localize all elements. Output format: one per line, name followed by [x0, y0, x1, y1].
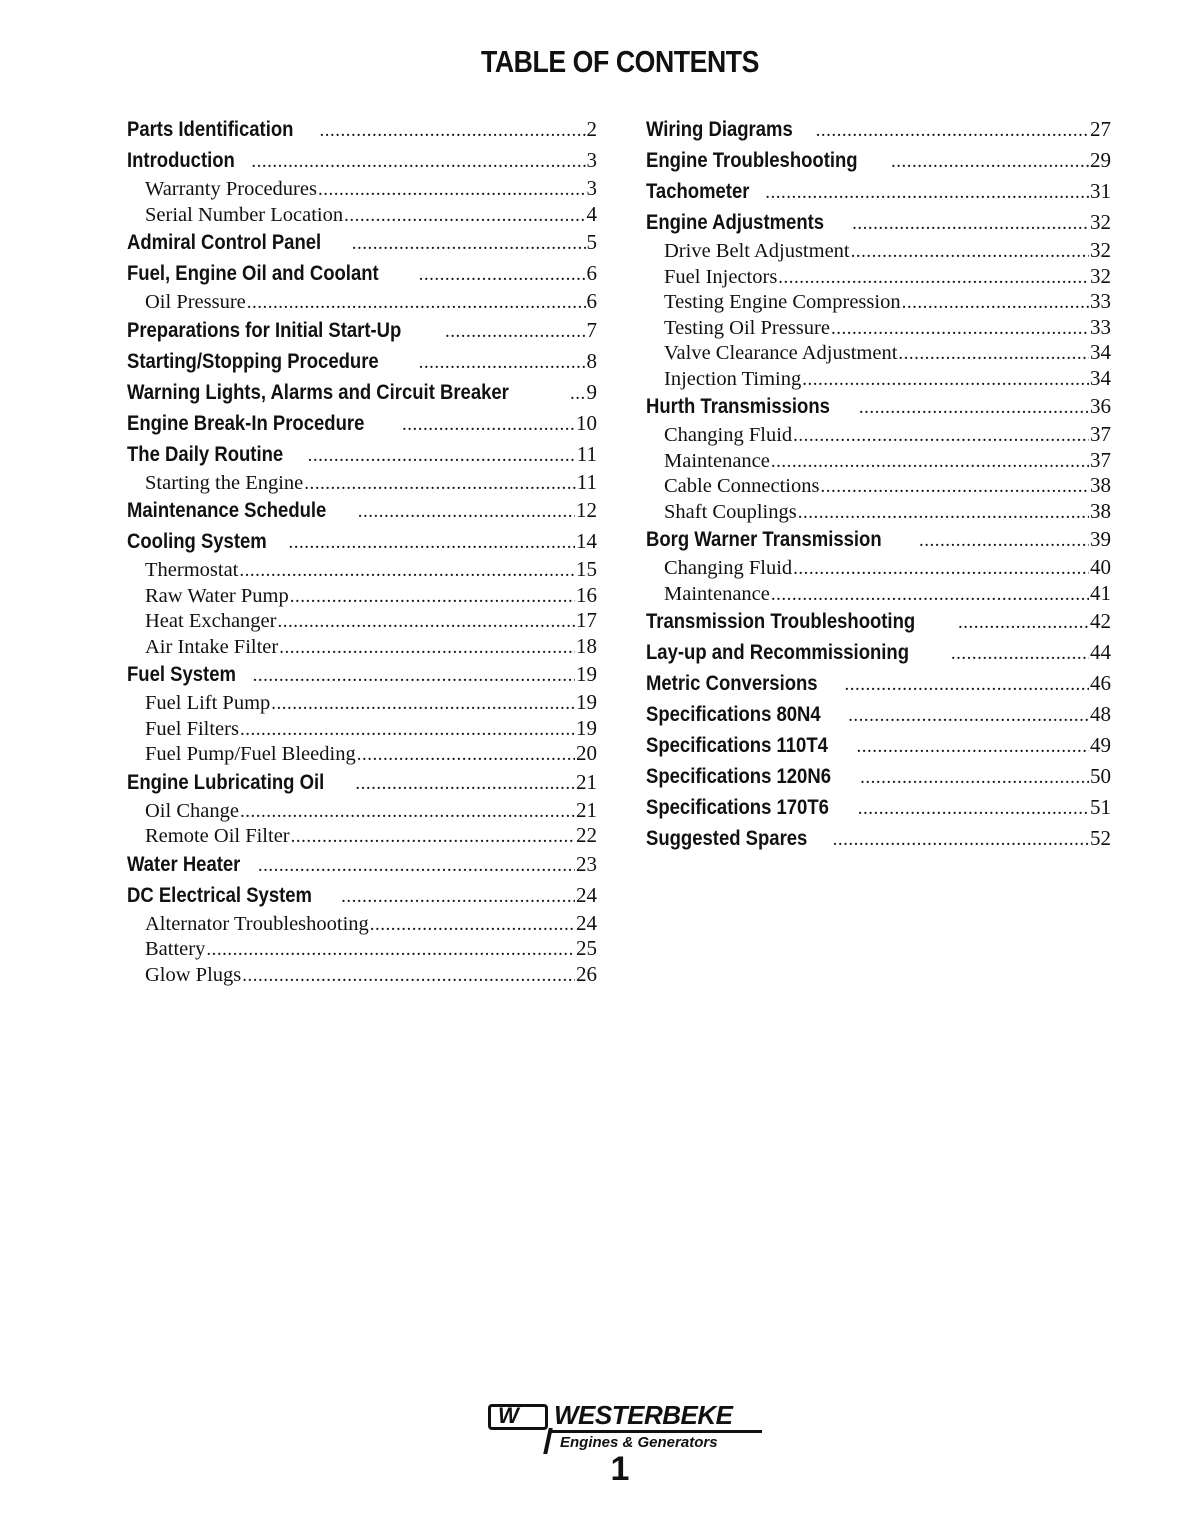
toc-section-entry[interactable]	[127, 377, 597, 408]
dot-leader	[355, 768, 575, 798]
dot-leader	[765, 177, 1089, 207]
toc-entry-label: Changing Fluid	[664, 557, 793, 579]
toc-entry-page-number: 32	[1090, 238, 1111, 262]
dot-leader	[859, 392, 1089, 422]
toc-entry-label: Starting the Engine	[145, 471, 304, 494]
toc-entry-page-number: 49	[1090, 733, 1111, 757]
dot-leader	[271, 691, 575, 716]
dot-leader	[239, 558, 575, 583]
toc-subsection-entry[interactable]	[646, 448, 1111, 474]
toc-entry-label: Testing Oil Pressure	[664, 316, 830, 339]
toc-subsection-entry[interactable]	[646, 499, 1111, 525]
toc-section-entry[interactable]	[127, 227, 597, 258]
toc-section-entry[interactable]	[127, 767, 597, 798]
dot-leader	[288, 527, 575, 557]
dot-leader	[258, 850, 575, 880]
toc-entry-label: Cable Connections	[664, 475, 820, 497]
dot-leader	[242, 963, 575, 988]
dot-leader	[802, 367, 1089, 392]
dot-leader	[240, 799, 575, 824]
toc-entry-page-number: 32	[1090, 210, 1111, 234]
dot-leader	[833, 824, 1089, 854]
toc-entry-page-number: 23	[576, 851, 597, 876]
logo-mark-letter: W	[498, 1403, 516, 1428]
dot-leader	[951, 638, 1089, 668]
dot-leader	[919, 525, 1089, 555]
toc-entry-label: Alternator Troubleshooting	[145, 912, 369, 935]
toc-section-entry[interactable]	[646, 391, 1111, 422]
toc-entry-page-number: 9	[586, 379, 597, 404]
toc-section-entry[interactable]	[127, 849, 597, 880]
toc-entry-page-number: 20	[576, 741, 597, 765]
toc-entry-label: Wiring Diagrams	[646, 117, 793, 141]
dot-leader	[291, 824, 575, 849]
dot-leader	[352, 228, 586, 258]
toc-entry-page-number: 6	[586, 289, 597, 313]
toc-entry-label: Fuel Lift Pump	[145, 692, 271, 714]
dot-leader	[793, 423, 1089, 448]
toc-entry-label: Oil Change	[145, 799, 239, 822]
toc-section-entry[interactable]	[127, 145, 597, 176]
toc-entry-page-number: 33	[1090, 289, 1111, 313]
toc-section-entry[interactable]	[127, 526, 597, 557]
toc-entry-page-number: 8	[586, 348, 597, 373]
toc-entry-page-number: 27	[1090, 117, 1111, 141]
dot-leader	[358, 496, 575, 526]
dot-leader	[831, 316, 1089, 341]
dot-leader	[898, 341, 1089, 366]
toc-entry-label: Raw Water Pump	[145, 584, 289, 607]
toc-section-entry[interactable]	[127, 880, 597, 911]
toc-entry-page-number: 6	[586, 261, 597, 285]
toc-entry-page-number: 19	[576, 690, 597, 714]
dot-leader	[341, 881, 575, 911]
toc-section-entry[interactable]	[646, 176, 1111, 207]
logo-mark	[488, 1404, 548, 1430]
toc-entry-label: Heat Exchanger	[145, 610, 277, 632]
toc-entry-label: Changing Fluid	[664, 424, 793, 446]
toc-subsection-entry[interactable]	[646, 422, 1111, 448]
toc-subsection-entry[interactable]	[646, 340, 1111, 366]
toc-entry-label: Engine Lubricating Oil	[127, 769, 325, 794]
toc-entry-page-number: 3	[586, 176, 597, 200]
dot-leader	[858, 793, 1089, 823]
dot-leader	[370, 912, 575, 937]
toc-entry-page-number: 15	[576, 557, 597, 581]
toc-entry-page-number: 52	[1090, 826, 1111, 850]
toc-entry-label: Lay-up and Recommissioning	[646, 640, 910, 664]
toc-entry-page-number: 37	[1090, 447, 1111, 472]
toc-section-entry[interactable]	[646, 823, 1111, 854]
toc-entry-label: Borg Warner Transmission	[646, 527, 882, 551]
dot-leader	[240, 717, 575, 742]
toc-section-entry[interactable]	[127, 346, 597, 377]
toc-entry-page-number: 50	[1090, 764, 1111, 788]
toc-subsection-entry[interactable]	[646, 581, 1111, 607]
toc-entry-label: Transmission Troubleshooting	[646, 609, 916, 633]
toc-entry-page-number: 44	[1090, 640, 1111, 664]
toc-entry-label: Fuel Pump/Fuel Bleeding	[145, 743, 356, 765]
toc-subsection-entry[interactable]	[646, 366, 1111, 392]
toc-subsection-entry[interactable]	[127, 176, 597, 202]
toc-entry-label: Admiral Control Panel	[127, 230, 322, 254]
toc-entry-page-number: 33	[1090, 314, 1111, 339]
toc-entry-page-number: 22	[576, 823, 597, 847]
dot-leader	[318, 177, 586, 202]
toc-entry-page-number: 2	[586, 117, 597, 141]
toc-left-column	[127, 114, 597, 987]
dot-leader	[820, 474, 1089, 499]
toc-entry-page-number: 31	[1090, 179, 1111, 203]
toc-entry-page-number: 51	[1090, 795, 1111, 819]
toc-entry-page-number: 32	[1090, 263, 1111, 288]
toc-entry-page-number: 26	[576, 961, 597, 986]
dot-leader	[445, 316, 586, 346]
toc-subsection-entry[interactable]	[127, 634, 597, 660]
toc-entry-label: Glow Plugs	[145, 963, 242, 986]
toc-right-column	[646, 114, 1111, 854]
dot-leader	[290, 584, 575, 609]
toc-subsection-entry[interactable]	[127, 557, 597, 583]
toc-entry-page-number: 37	[1090, 422, 1111, 446]
dot-leader	[570, 378, 585, 408]
dot-leader	[778, 265, 1089, 290]
dot-leader	[247, 290, 586, 315]
toc-entry-page-number: 36	[1090, 394, 1111, 418]
toc-section-entry[interactable]	[127, 495, 597, 526]
toc-subsection-entry[interactable]	[646, 315, 1111, 341]
toc-entry-page-number: 10	[576, 410, 597, 435]
toc-subsection-entry[interactable]	[646, 555, 1111, 581]
dot-leader	[304, 471, 575, 496]
toc-section-entry[interactable]	[646, 730, 1111, 761]
toc-entry-page-number: 14	[576, 529, 597, 553]
toc-entry-label: Remote Oil Filter	[145, 825, 290, 847]
toc-entry-page-number: 38	[1090, 498, 1111, 523]
toc-entry-label: Engine Adjustments	[646, 210, 825, 234]
toc-entry-label: Introduction	[127, 148, 235, 172]
toc-subsection-entry[interactable]	[646, 473, 1111, 499]
toc-section-entry[interactable]	[646, 606, 1111, 637]
toc-subsection-entry[interactable]	[127, 741, 597, 767]
toc-entry-label: Metric Conversions	[646, 671, 818, 695]
dot-leader	[860, 762, 1089, 792]
toc-entry-label: Hurth Transmissions	[646, 394, 830, 418]
toc-section-entry[interactable]	[127, 258, 597, 289]
dot-leader	[958, 607, 1089, 637]
toc-entry-label: Drive Belt Adjustment	[664, 240, 850, 262]
toc-section-entry[interactable]	[646, 761, 1111, 792]
dot-leader	[848, 700, 1089, 730]
toc-entry-page-number: 46	[1090, 671, 1111, 695]
dot-leader	[793, 556, 1089, 581]
toc-entry-label: Engine Troubleshooting	[646, 148, 858, 172]
toc-entry-label: Fuel Injectors	[664, 265, 778, 288]
toc-subsection-entry[interactable]	[127, 289, 597, 315]
toc-entry-label: Warning Lights, Alarms and Circuit Breaker	[127, 379, 509, 404]
toc-entry-label: Engine Break-In Procedure	[127, 410, 365, 435]
toc-entry-label: Maintenance	[664, 582, 770, 605]
toc-section-entry[interactable]	[646, 145, 1111, 176]
toc-entry-page-number: 38	[1090, 473, 1111, 497]
toc-subsection-entry[interactable]	[127, 798, 597, 824]
toc-entry-page-number: 25	[576, 936, 597, 960]
logo-brand-name: WESTERBEKE	[554, 1400, 733, 1430]
toc-entry-label: Suggested Spares	[646, 826, 808, 850]
toc-entry-label: The Daily Routine	[127, 441, 284, 466]
toc-entry-page-number: 29	[1090, 148, 1111, 172]
toc-section-entry[interactable]	[646, 668, 1111, 699]
dot-leader	[798, 500, 1089, 525]
toc-entry-page-number: 21	[576, 769, 597, 794]
toc-subsection-entry[interactable]	[127, 470, 597, 496]
page-number: 1	[610, 1450, 630, 1488]
toc-entry-page-number: 11	[576, 469, 597, 494]
toc-subsection-entry[interactable]	[127, 690, 597, 716]
toc-entry-page-number: 16	[576, 582, 597, 607]
toc-entry-label: Maintenance	[664, 449, 770, 472]
toc-entry-page-number: 19	[576, 662, 597, 686]
toc-entry-page-number: 18	[576, 633, 597, 658]
toc-entry-label: Warranty Procedures	[145, 178, 317, 200]
toc-entry-page-number: 48	[1090, 702, 1111, 726]
toc-subsection-entry[interactable]	[127, 716, 597, 742]
toc-entry-label: Fuel, Engine Oil and Coolant	[127, 261, 379, 285]
toc-entry-label: Thermostat	[145, 559, 239, 581]
dot-leader	[320, 115, 586, 145]
toc-entry-page-number: 3	[586, 148, 597, 172]
logo-tagline: Engines & Generators	[560, 1434, 718, 1451]
toc-entry-label: Maintenance Schedule	[127, 498, 327, 522]
dot-leader	[357, 742, 575, 767]
toc-entry-label: Tachometer	[646, 179, 750, 203]
toc-subsection-entry[interactable]	[127, 962, 597, 988]
dot-leader	[308, 440, 576, 470]
dot-leader	[771, 582, 1089, 607]
dot-leader	[402, 409, 575, 439]
dot-leader	[857, 731, 1089, 761]
toc-entry-page-number: 21	[576, 797, 597, 822]
toc-entry-page-number: 34	[1090, 340, 1111, 364]
toc-entry-label: Preparations for Initial Start-Up	[127, 317, 402, 342]
dot-leader	[891, 146, 1089, 176]
toc-entry-label: Specifications 110T4	[646, 733, 828, 757]
toc-entry-label: Specifications 170T6	[646, 795, 829, 819]
dot-leader	[771, 449, 1089, 474]
toc-section-entry[interactable]	[127, 408, 597, 439]
toc-section-entry[interactable]	[646, 637, 1111, 668]
logo-underline	[550, 1430, 762, 1433]
toc-entry-page-number: 12	[576, 498, 597, 522]
dot-leader	[253, 660, 575, 690]
toc-section-entry[interactable]	[646, 207, 1111, 238]
toc-entry-label: DC Electrical System	[127, 882, 312, 907]
toc-entry-label: Testing Engine Compression	[664, 291, 901, 313]
toc-entry-page-number: 19	[576, 715, 597, 740]
toc-subsection-entry[interactable]	[127, 823, 597, 849]
toc-entry-label: Starting/Stopping Procedure	[127, 348, 379, 373]
toc-section-entry[interactable]	[646, 792, 1111, 823]
toc-entry-label: Specifications 120N6	[646, 764, 831, 788]
toc-entry-page-number: 39	[1090, 527, 1111, 551]
toc-entry-page-number: 7	[586, 317, 597, 342]
page-title: TABLE OF CONTENTS	[480, 44, 760, 79]
toc-entry-label: Injection Timing	[664, 367, 802, 390]
toc-subsection-entry[interactable]	[127, 583, 597, 609]
toc-entry-page-number: 34	[1090, 365, 1111, 390]
toc-entry-page-number: 5	[586, 230, 597, 254]
dot-leader	[902, 290, 1089, 315]
toc-entry-label: Shaft Couplings	[664, 500, 797, 523]
toc-subsection-entry[interactable]	[646, 264, 1111, 290]
dot-leader	[344, 203, 585, 228]
dot-leader	[419, 259, 586, 289]
toc-entry-label: Battery	[145, 938, 206, 960]
toc-entry-page-number: 41	[1090, 580, 1111, 605]
dot-leader	[816, 115, 1089, 145]
toc-entry-page-number: 42	[1090, 609, 1111, 633]
toc-subsection-entry[interactable]	[127, 608, 597, 634]
toc-entry-page-number: 11	[576, 441, 597, 466]
toc-entry-label: Parts Identification	[127, 117, 294, 141]
dot-leader	[251, 146, 585, 176]
toc-section-entry[interactable]	[127, 114, 597, 145]
toc-subsection-entry[interactable]	[127, 202, 597, 228]
toc-section-entry[interactable]	[127, 659, 597, 690]
dot-leader	[206, 937, 575, 962]
toc-entry-label: Specifications 80N4	[646, 702, 821, 726]
dot-leader	[852, 208, 1089, 238]
toc-entry-label: Air Intake Filter	[145, 635, 279, 658]
dot-leader	[279, 635, 575, 660]
toc-subsection-entry[interactable]	[646, 238, 1111, 264]
toc-entry-label: Serial Number Location	[145, 203, 344, 226]
toc-section-entry[interactable]	[646, 699, 1111, 730]
toc-entry-page-number: 17	[576, 608, 597, 632]
toc-entry-page-number: 24	[576, 882, 597, 907]
dot-leader	[419, 347, 586, 377]
toc-entry-page-number: 40	[1090, 555, 1111, 579]
toc-section-entry[interactable]	[127, 439, 597, 470]
toc-entry-label: Oil Pressure	[145, 291, 246, 313]
toc-section-entry[interactable]	[646, 114, 1111, 145]
toc-entry-label: Water Heater	[127, 851, 241, 876]
toc-entry-label: Valve Clearance Adjustment	[664, 342, 898, 364]
dot-leader	[845, 669, 1089, 699]
dot-leader	[277, 609, 575, 634]
toc-entry-label: Cooling System	[127, 529, 267, 553]
toc-entry-label: Fuel System	[127, 662, 236, 686]
toc-section-entry[interactable]	[646, 524, 1111, 555]
toc-entry-page-number: 4	[586, 201, 597, 226]
toc-entry-page-number: 24	[576, 910, 597, 935]
toc-subsection-entry[interactable]	[127, 936, 597, 962]
toc-subsection-entry[interactable]	[127, 911, 597, 937]
toc-subsection-entry[interactable]	[646, 289, 1111, 315]
toc-entry-label: Fuel Filters	[145, 717, 239, 740]
toc-section-entry[interactable]	[127, 315, 597, 346]
dot-leader	[851, 239, 1089, 264]
